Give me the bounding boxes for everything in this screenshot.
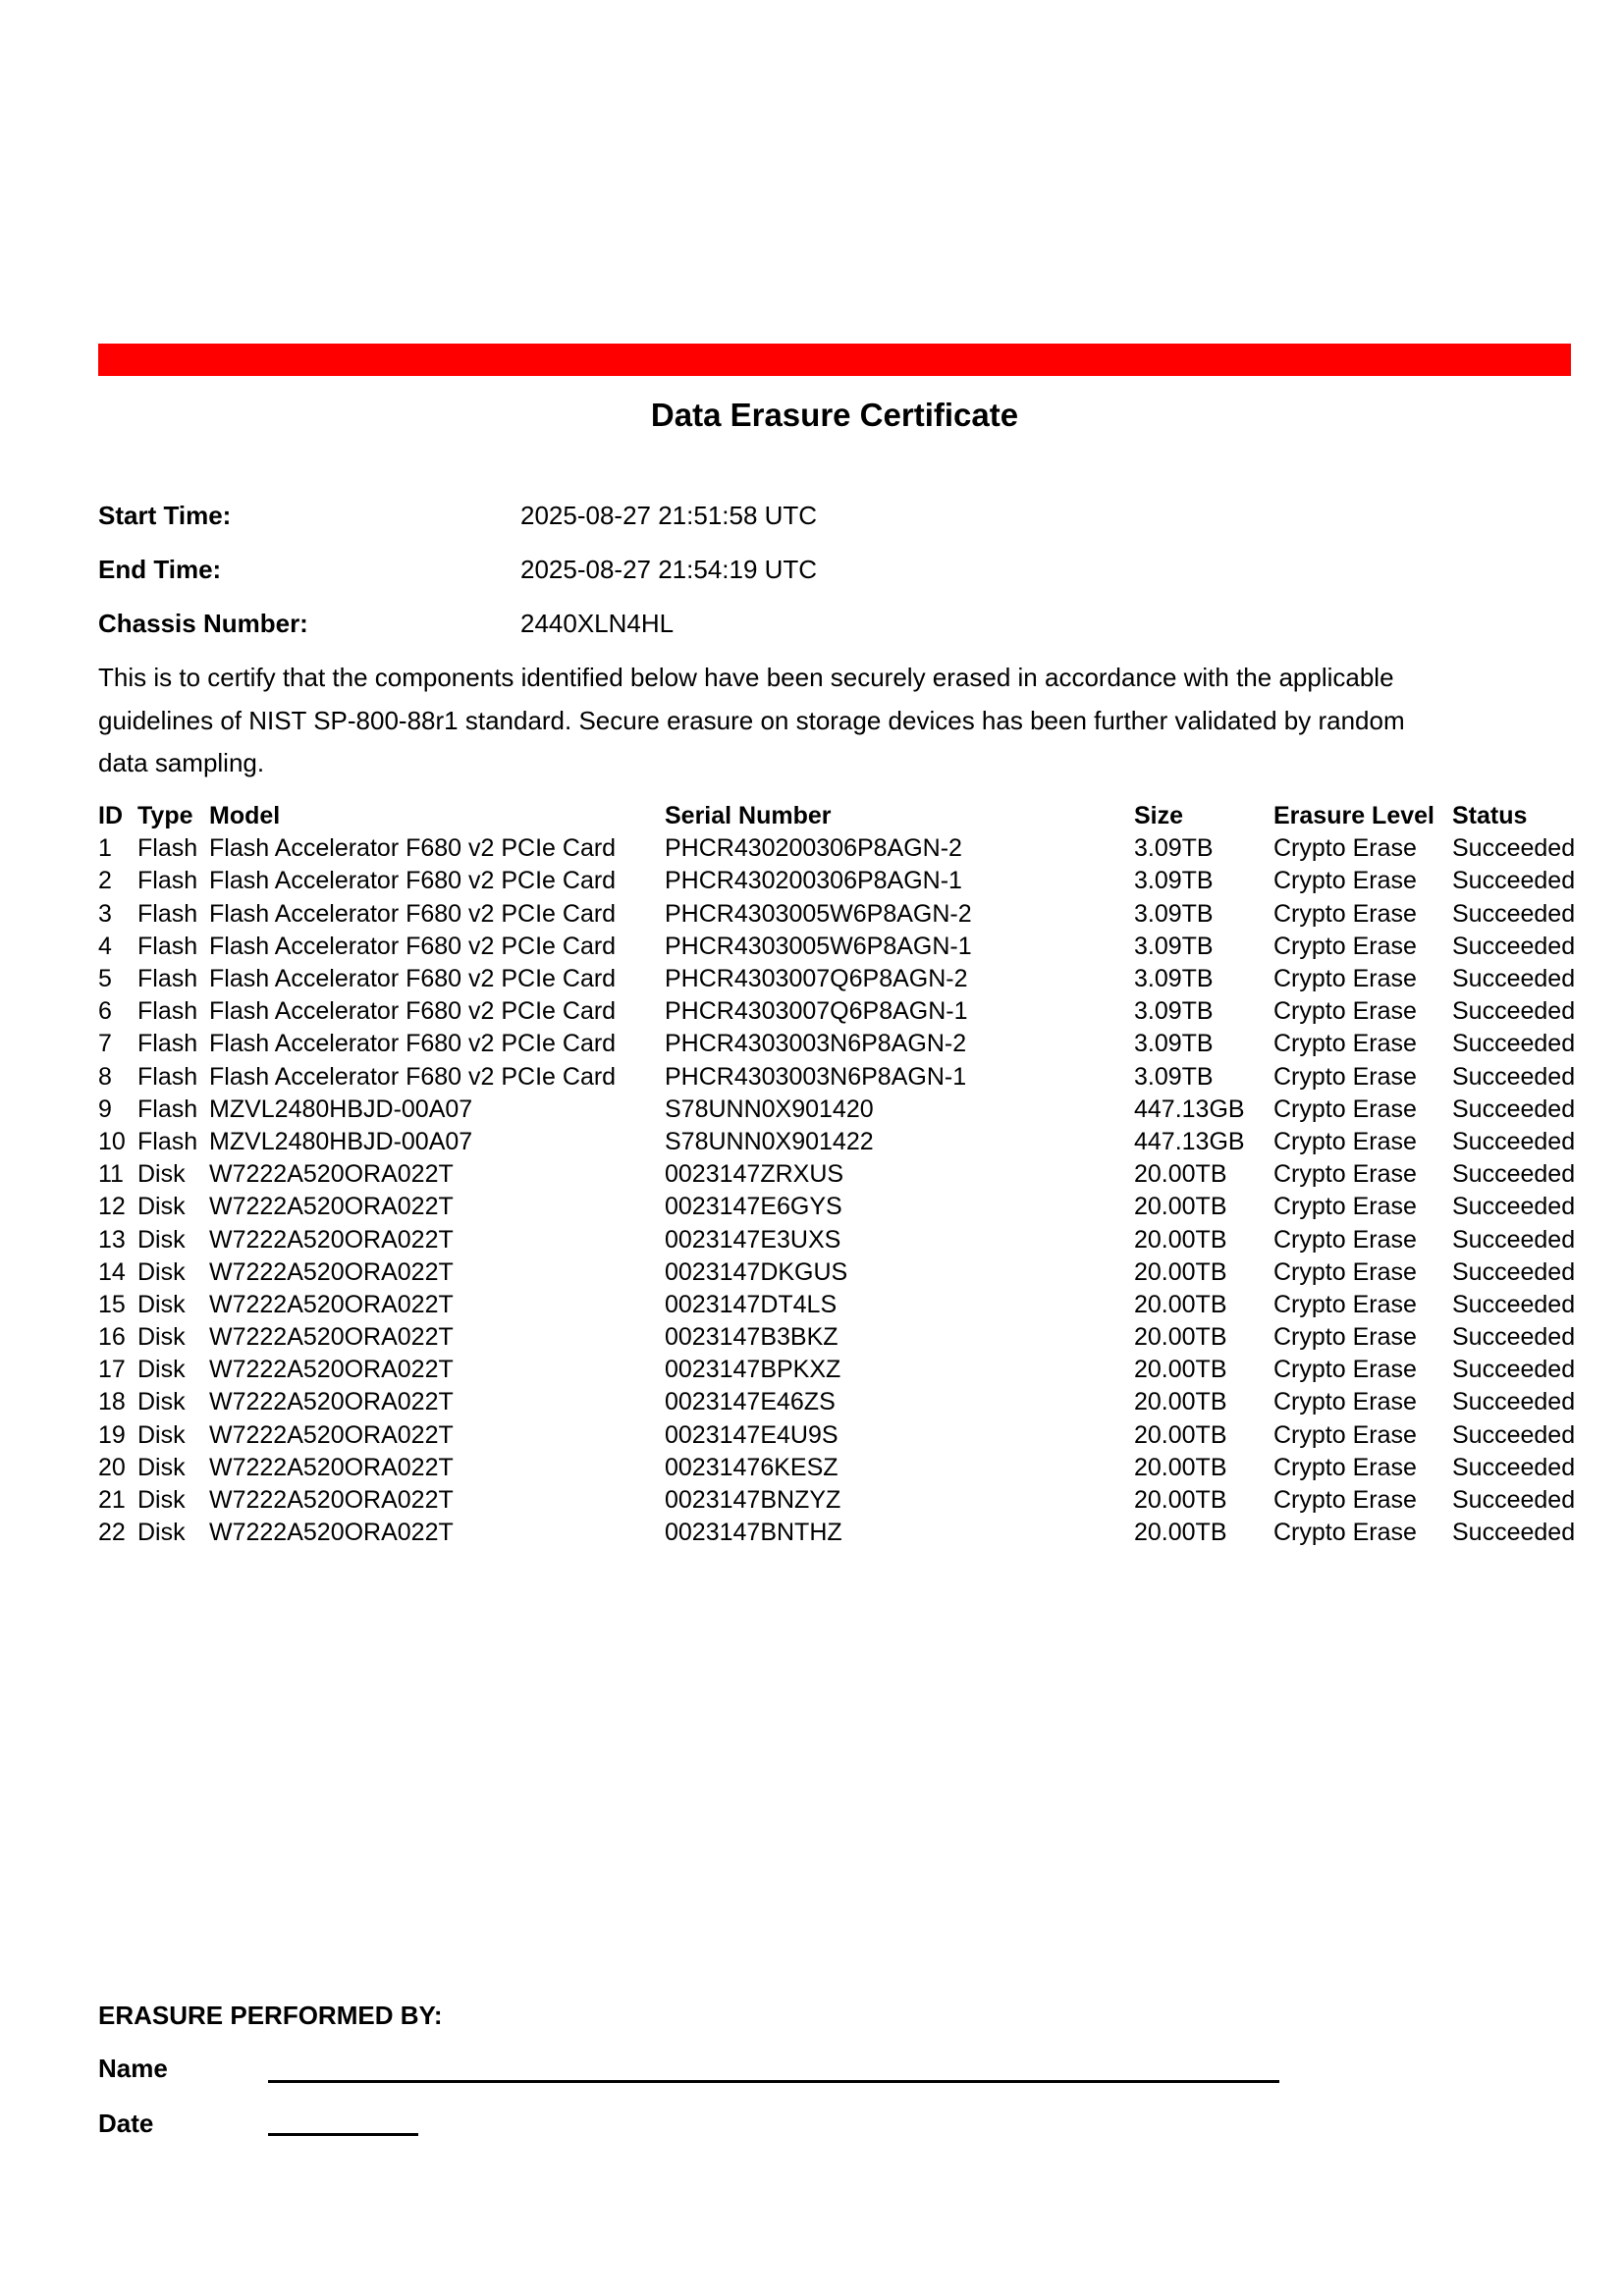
table-cell: Succeeded — [1452, 965, 1576, 993]
date-label: Date — [98, 2109, 154, 2138]
table-cell: 20.00TB — [1134, 1225, 1227, 1254]
table-row — [98, 1321, 1576, 1354]
table-cell: 447.13GB — [1134, 1095, 1245, 1123]
table-row — [98, 1158, 1576, 1191]
table-cell: Crypto Erase — [1273, 1062, 1417, 1091]
table-cell: 0023147DT4LS — [665, 1290, 838, 1318]
table-cell: 3 — [98, 899, 112, 928]
column-header-type: Type — [137, 802, 193, 830]
certification-line-1: This is to certify that the components identified below have been securely erased in accordance with the applicable — [98, 663, 1394, 692]
table-cell: W7222A520ORA022T — [209, 1290, 454, 1318]
table-cell: W7222A520ORA022T — [209, 1323, 454, 1352]
table-cell: 19 — [98, 1420, 126, 1449]
table-cell: 3.09TB — [1134, 997, 1214, 1026]
table-row — [98, 931, 1576, 963]
table-cell: 8 — [98, 1062, 112, 1091]
table-cell: Flash — [137, 867, 198, 895]
table-cell: Disk — [137, 1257, 186, 1286]
table-body — [98, 832, 1576, 1549]
table-cell: Flash Accelerator F680 v2 PCIe Card — [209, 1030, 617, 1058]
name-label: Name — [98, 2054, 168, 2083]
table-cell: Crypto Erase — [1273, 1486, 1417, 1515]
components-table — [98, 800, 1576, 1549]
table-cell: Succeeded — [1452, 899, 1576, 928]
table-row — [98, 1419, 1576, 1452]
table-cell: 3.09TB — [1134, 899, 1214, 928]
table-row — [98, 1517, 1576, 1549]
date-signature-line — [268, 2133, 418, 2136]
column-header-erasure-level: Erasure Level — [1273, 802, 1434, 830]
table-cell: 447.13GB — [1134, 1127, 1245, 1155]
table-cell: 16 — [98, 1323, 126, 1352]
table-cell: Succeeded — [1452, 1290, 1576, 1318]
table-cell: 3.09TB — [1134, 965, 1214, 993]
table-cell: Crypto Erase — [1273, 997, 1417, 1026]
table-cell: 20.00TB — [1134, 1356, 1227, 1384]
column-header-id: ID — [98, 802, 123, 830]
table-cell: Crypto Erase — [1273, 1030, 1417, 1058]
field-chassis-number — [98, 609, 1571, 638]
table-cell: 20.00TB — [1134, 1388, 1227, 1416]
table-row — [98, 1126, 1576, 1158]
table-cell: 9 — [98, 1095, 112, 1123]
table-cell: 10 — [98, 1127, 126, 1155]
certification-line-3: data sampling. — [98, 748, 265, 777]
end-time-value: 2025-08-27 21:54:19 UTC — [520, 555, 818, 584]
table-cell: Crypto Erase — [1273, 1420, 1417, 1449]
table-row — [98, 1289, 1576, 1321]
table-header-row — [98, 800, 1571, 832]
table-cell: PHCR4303007Q6P8AGN-1 — [665, 997, 968, 1026]
table-cell: Disk — [137, 1519, 186, 1547]
table-cell: Crypto Erase — [1273, 932, 1417, 960]
table-cell: Disk — [137, 1225, 186, 1254]
table-cell: W7222A520ORA022T — [209, 1388, 454, 1416]
table-cell: Disk — [137, 1160, 186, 1189]
start-time-value: 2025-08-27 21:51:58 UTC — [520, 501, 818, 530]
table-cell: 20.00TB — [1134, 1257, 1227, 1286]
table-cell: 7 — [98, 1030, 112, 1058]
table-cell: Succeeded — [1452, 1388, 1576, 1416]
table-cell: Disk — [137, 1193, 186, 1221]
table-cell: 2 — [98, 867, 112, 895]
table-cell: PHCR4303005W6P8AGN-2 — [665, 899, 972, 928]
table-cell: Succeeded — [1452, 1519, 1576, 1547]
table-cell: Crypto Erase — [1273, 1160, 1417, 1189]
table-cell: Flash — [137, 899, 198, 928]
table-cell: 20.00TB — [1134, 1486, 1227, 1515]
table-cell: Crypto Erase — [1273, 1323, 1417, 1352]
table-row — [98, 865, 1576, 897]
table-cell: W7222A520ORA022T — [209, 1160, 454, 1189]
table-row — [98, 898, 1576, 931]
table-cell: Flash Accelerator F680 v2 PCIe Card — [209, 867, 617, 895]
table-cell: Succeeded — [1452, 1486, 1576, 1515]
table-cell: PHCR4303007Q6P8AGN-2 — [665, 965, 968, 993]
table-cell: Flash — [137, 1095, 198, 1123]
table-cell: Crypto Erase — [1273, 1290, 1417, 1318]
column-header-serial-number: Serial Number — [665, 802, 832, 830]
column-header-status: Status — [1452, 802, 1528, 830]
table-cell: Flash Accelerator F680 v2 PCIe Card — [209, 899, 617, 928]
chassis-number-value: 2440XLN4HL — [520, 609, 675, 638]
header-accent-bar — [98, 344, 1571, 376]
table-cell: Disk — [137, 1323, 186, 1352]
table-cell: 0023147E6GYS — [665, 1193, 842, 1221]
table-cell: Crypto Erase — [1273, 1388, 1417, 1416]
table-cell: 12 — [98, 1193, 126, 1221]
table-cell: PHCR4303003N6P8AGN-1 — [665, 1062, 967, 1091]
certification-line-2: guidelines of NIST SP-800-88r1 standard. Secure erasure on storage devices has been further validated by random — [98, 705, 1405, 735]
table-cell: 20.00TB — [1134, 1323, 1227, 1352]
field-end-time — [98, 555, 1571, 584]
table-cell: Crypto Erase — [1273, 867, 1417, 895]
field-start-time — [98, 501, 1571, 530]
table-cell: Flash Accelerator F680 v2 PCIe Card — [209, 1062, 617, 1091]
table-row — [98, 995, 1576, 1028]
table-cell: Disk — [137, 1356, 186, 1384]
table-cell: 3.09TB — [1134, 932, 1214, 960]
table-row — [98, 963, 1576, 995]
table-row — [98, 1191, 1576, 1223]
table-cell: Flash — [137, 1127, 198, 1155]
table-cell: Flash — [137, 997, 198, 1026]
table-cell: 00231476KESZ — [665, 1453, 839, 1481]
table-cell: 20.00TB — [1134, 1519, 1227, 1547]
table-cell: Flash — [137, 1030, 198, 1058]
table-cell: Crypto Erase — [1273, 1453, 1417, 1481]
table-cell: Flash Accelerator F680 v2 PCIe Card — [209, 965, 617, 993]
table-cell: Flash — [137, 834, 198, 863]
table-cell: W7222A520ORA022T — [209, 1356, 454, 1384]
table-row — [98, 1256, 1576, 1289]
table-cell: Succeeded — [1452, 1356, 1576, 1384]
table-row — [98, 1028, 1576, 1060]
table-cell: Crypto Erase — [1273, 965, 1417, 993]
table-row — [98, 1223, 1576, 1255]
table-cell: 0023147BPKXZ — [665, 1356, 841, 1384]
end-time-label: End Time: — [98, 555, 222, 584]
table-cell: Flash Accelerator F680 v2 PCIe Card — [209, 932, 617, 960]
table-cell: 22 — [98, 1519, 126, 1547]
table-cell: S78UNN0X901422 — [665, 1127, 874, 1155]
table-cell: Flash — [137, 965, 198, 993]
table-cell: 14 — [98, 1257, 126, 1286]
column-header-model: Model — [209, 802, 281, 830]
table-cell: 20.00TB — [1134, 1453, 1227, 1481]
table-cell: 20.00TB — [1134, 1193, 1227, 1221]
table-cell: Succeeded — [1452, 1062, 1576, 1091]
table-cell: 4 — [98, 932, 112, 960]
table-cell: 3.09TB — [1134, 1062, 1214, 1091]
table-cell: Disk — [137, 1486, 186, 1515]
name-signature-line — [268, 2080, 1279, 2083]
table-cell: Succeeded — [1452, 1127, 1576, 1155]
table-cell: W7222A520ORA022T — [209, 1453, 454, 1481]
table-cell: Crypto Erase — [1273, 1356, 1417, 1384]
table-cell: 20 — [98, 1453, 126, 1481]
table-cell: Crypto Erase — [1273, 1193, 1417, 1221]
table-cell: 20.00TB — [1134, 1420, 1227, 1449]
table-cell: Succeeded — [1452, 1257, 1576, 1286]
table-row — [98, 1484, 1576, 1517]
table-cell: PHCR430200306P8AGN-2 — [665, 834, 962, 863]
table-cell: Flash Accelerator F680 v2 PCIe Card — [209, 997, 617, 1026]
table-cell: Crypto Erase — [1273, 1257, 1417, 1286]
table-cell: 21 — [98, 1486, 126, 1515]
page-title: Data Erasure Certificate — [650, 397, 1019, 433]
table-cell: 1 — [98, 834, 112, 863]
table-cell: MZVL2480HBJD-00A07 — [209, 1127, 473, 1155]
table-row — [98, 1094, 1576, 1126]
table-cell: Crypto Erase — [1273, 1127, 1417, 1155]
table-cell: 0023147E46ZS — [665, 1388, 836, 1416]
table-cell: 0023147DKGUS — [665, 1257, 848, 1286]
table-cell: Succeeded — [1452, 1193, 1576, 1221]
table-cell: W7222A520ORA022T — [209, 1519, 454, 1547]
table-cell: PHCR4303005W6P8AGN-1 — [665, 932, 972, 960]
table-cell: Succeeded — [1452, 1030, 1576, 1058]
table-cell: 20.00TB — [1134, 1160, 1227, 1189]
table-cell: Succeeded — [1452, 834, 1576, 863]
table-cell: Crypto Erase — [1273, 1519, 1417, 1547]
certification-statement — [98, 657, 1571, 785]
table-cell: Disk — [137, 1420, 186, 1449]
table-row — [98, 1061, 1576, 1094]
table-cell: Succeeded — [1452, 1095, 1576, 1123]
table-cell: Flash — [137, 1062, 198, 1091]
table-cell: Flash — [137, 932, 198, 960]
table-cell: 5 — [98, 965, 112, 993]
table-cell: W7222A520ORA022T — [209, 1225, 454, 1254]
table-cell: Disk — [137, 1453, 186, 1481]
table-cell: Crypto Erase — [1273, 1225, 1417, 1254]
table-cell: 15 — [98, 1290, 126, 1318]
table-cell: 3.09TB — [1134, 834, 1214, 863]
table-cell: Crypto Erase — [1273, 834, 1417, 863]
table-cell: Succeeded — [1452, 1420, 1576, 1449]
table-cell: Succeeded — [1452, 997, 1576, 1026]
table-cell: W7222A520ORA022T — [209, 1257, 454, 1286]
table-cell: Crypto Erase — [1273, 899, 1417, 928]
table-cell: Succeeded — [1452, 1225, 1576, 1254]
column-header-size: Size — [1134, 802, 1184, 830]
table-cell: 6 — [98, 997, 112, 1026]
table-cell: 11 — [98, 1160, 124, 1189]
erasure-performed-by-heading: ERASURE PERFORMED BY: — [98, 2001, 443, 2030]
table-cell: S78UNN0X901420 — [665, 1095, 874, 1123]
table-cell: PHCR4303003N6P8AGN-2 — [665, 1030, 967, 1058]
table-cell: 0023147E4U9S — [665, 1420, 839, 1449]
table-cell: Succeeded — [1452, 932, 1576, 960]
table-cell: 20.00TB — [1134, 1290, 1227, 1318]
table-cell: W7222A520ORA022T — [209, 1486, 454, 1515]
table-cell: 0023147BNZYZ — [665, 1486, 841, 1515]
table-row — [98, 1386, 1576, 1418]
table-cell: 13 — [98, 1225, 126, 1254]
table-row — [98, 1354, 1576, 1386]
table-cell: Succeeded — [1452, 1160, 1576, 1189]
start-time-label: Start Time: — [98, 501, 232, 530]
table-cell: W7222A520ORA022T — [209, 1193, 454, 1221]
table-cell: Crypto Erase — [1273, 1095, 1417, 1123]
table-cell: 18 — [98, 1388, 126, 1416]
table-cell: Disk — [137, 1388, 186, 1416]
table-cell: 0023147BNTHZ — [665, 1519, 842, 1547]
chassis-number-label: Chassis Number: — [98, 609, 308, 638]
table-cell: Succeeded — [1452, 1453, 1576, 1481]
table-cell: MZVL2480HBJD-00A07 — [209, 1095, 473, 1123]
table-cell: 0023147E3UXS — [665, 1225, 841, 1254]
table-cell: 0023147B3BKZ — [665, 1323, 839, 1352]
table-cell: Succeeded — [1452, 867, 1576, 895]
table-cell: Disk — [137, 1290, 186, 1318]
table-cell: 0023147ZRXUS — [665, 1160, 844, 1189]
table-cell: 17 — [98, 1356, 126, 1384]
table-cell: Flash Accelerator F680 v2 PCIe Card — [209, 834, 617, 863]
table-cell: Succeeded — [1452, 1323, 1576, 1352]
table-cell: PHCR430200306P8AGN-1 — [665, 867, 962, 895]
table-row — [98, 832, 1576, 865]
table-cell: 3.09TB — [1134, 867, 1214, 895]
table-cell: 3.09TB — [1134, 1030, 1214, 1058]
table-cell: W7222A520ORA022T — [209, 1420, 454, 1449]
table-row — [98, 1452, 1576, 1484]
